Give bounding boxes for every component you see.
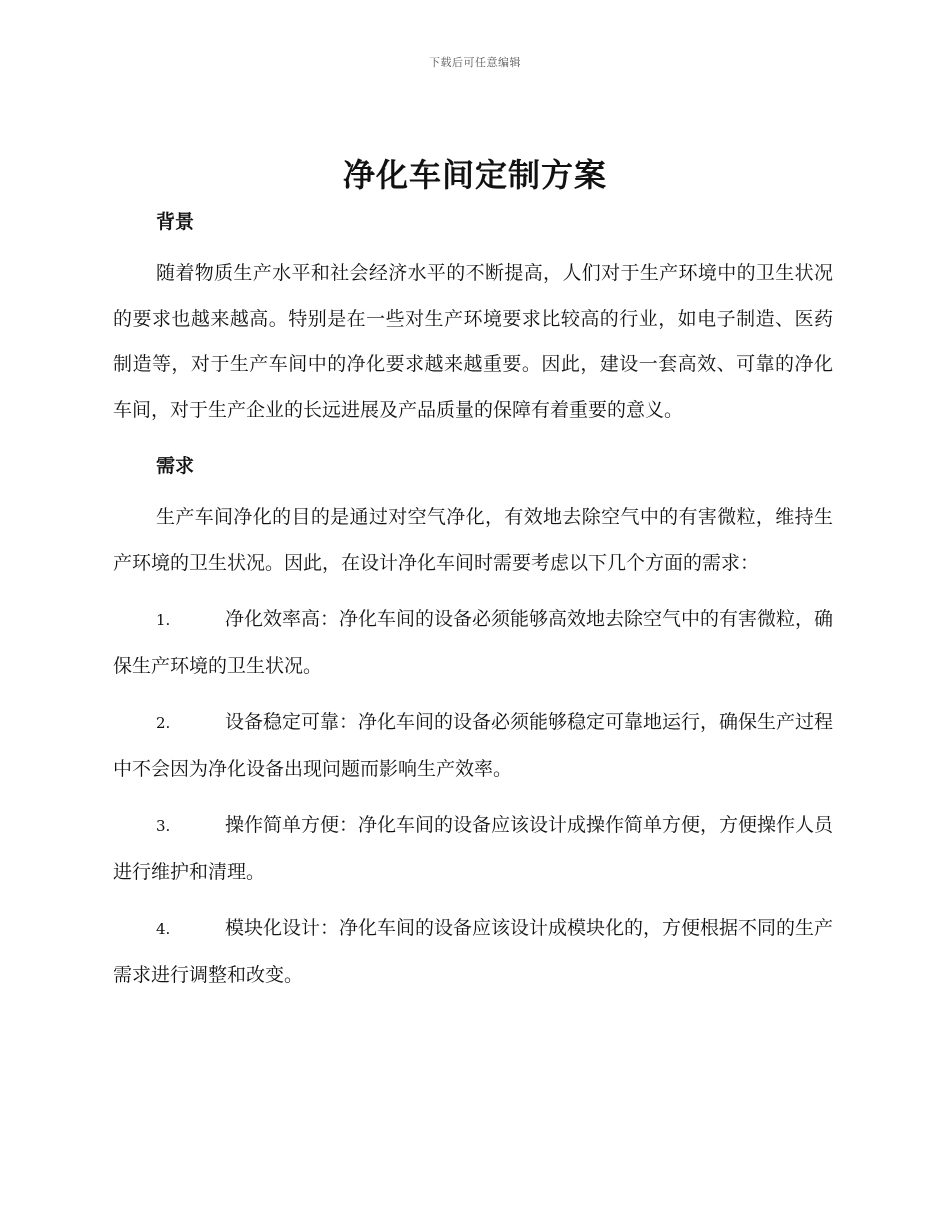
document-title: 净化车间定制方案 (342, 156, 607, 194)
list-item-number: 4. (156, 920, 171, 938)
list-item-number: 1. (156, 611, 171, 629)
page-header-note: 下载后可任意编辑 (429, 56, 521, 69)
section-heading-requirements: 需求 (156, 455, 195, 477)
list-item-text: 操作简单方便：净化车间的设备应该设计成操作简单方便，方便操作人员进行维护和清理。 (113, 814, 834, 883)
list-item-text: 净化效率高：净化车间的设备必须能够高效地去除空气中的有害微粒，确保生产环境的卫生状况。 (113, 608, 834, 677)
requirements-paragraph: 生产车间净化的目的是通过对空气净化，有效地去除空气中的有害微粒，维持生产环境的卫生状况。因此，在设计净化车间时需要考虑以下几个方面的需求： (113, 506, 833, 574)
list-item-text: 设备稳定可靠：净化车间的设备必须能够稳定可靠地运行，确保生产过程中不会因为净化设备出现问题而影响生产效率。 (113, 711, 834, 780)
list-item-number: 2. (156, 714, 171, 732)
document-body (113, 202, 833, 998)
list-item-number: 3. (156, 817, 171, 835)
list-item (113, 803, 833, 895)
list-item (113, 597, 833, 689)
list-item (113, 906, 833, 998)
background-paragraph: 随着物质生产水平和社会经济水平的不断提高，人们对于生产环境中的卫生状况的要求也越来越高。特别是在一些对生产环境要求比较高的行业，如电子制造、医药制造等，对于生产车间中的净化要求越来越重要。因此，建设一套高效、可靠的净化车间，对于生产企业的长远进展及产品质量的保障有着重要的意义。 (113, 262, 833, 421)
list-item (113, 700, 833, 792)
list-item-text: 模块化设计：净化车间的设备应该设计成模块化的，方便根据不同的生产需求进行调整和改变。 (113, 917, 834, 986)
section-heading-background: 背景 (156, 211, 195, 233)
